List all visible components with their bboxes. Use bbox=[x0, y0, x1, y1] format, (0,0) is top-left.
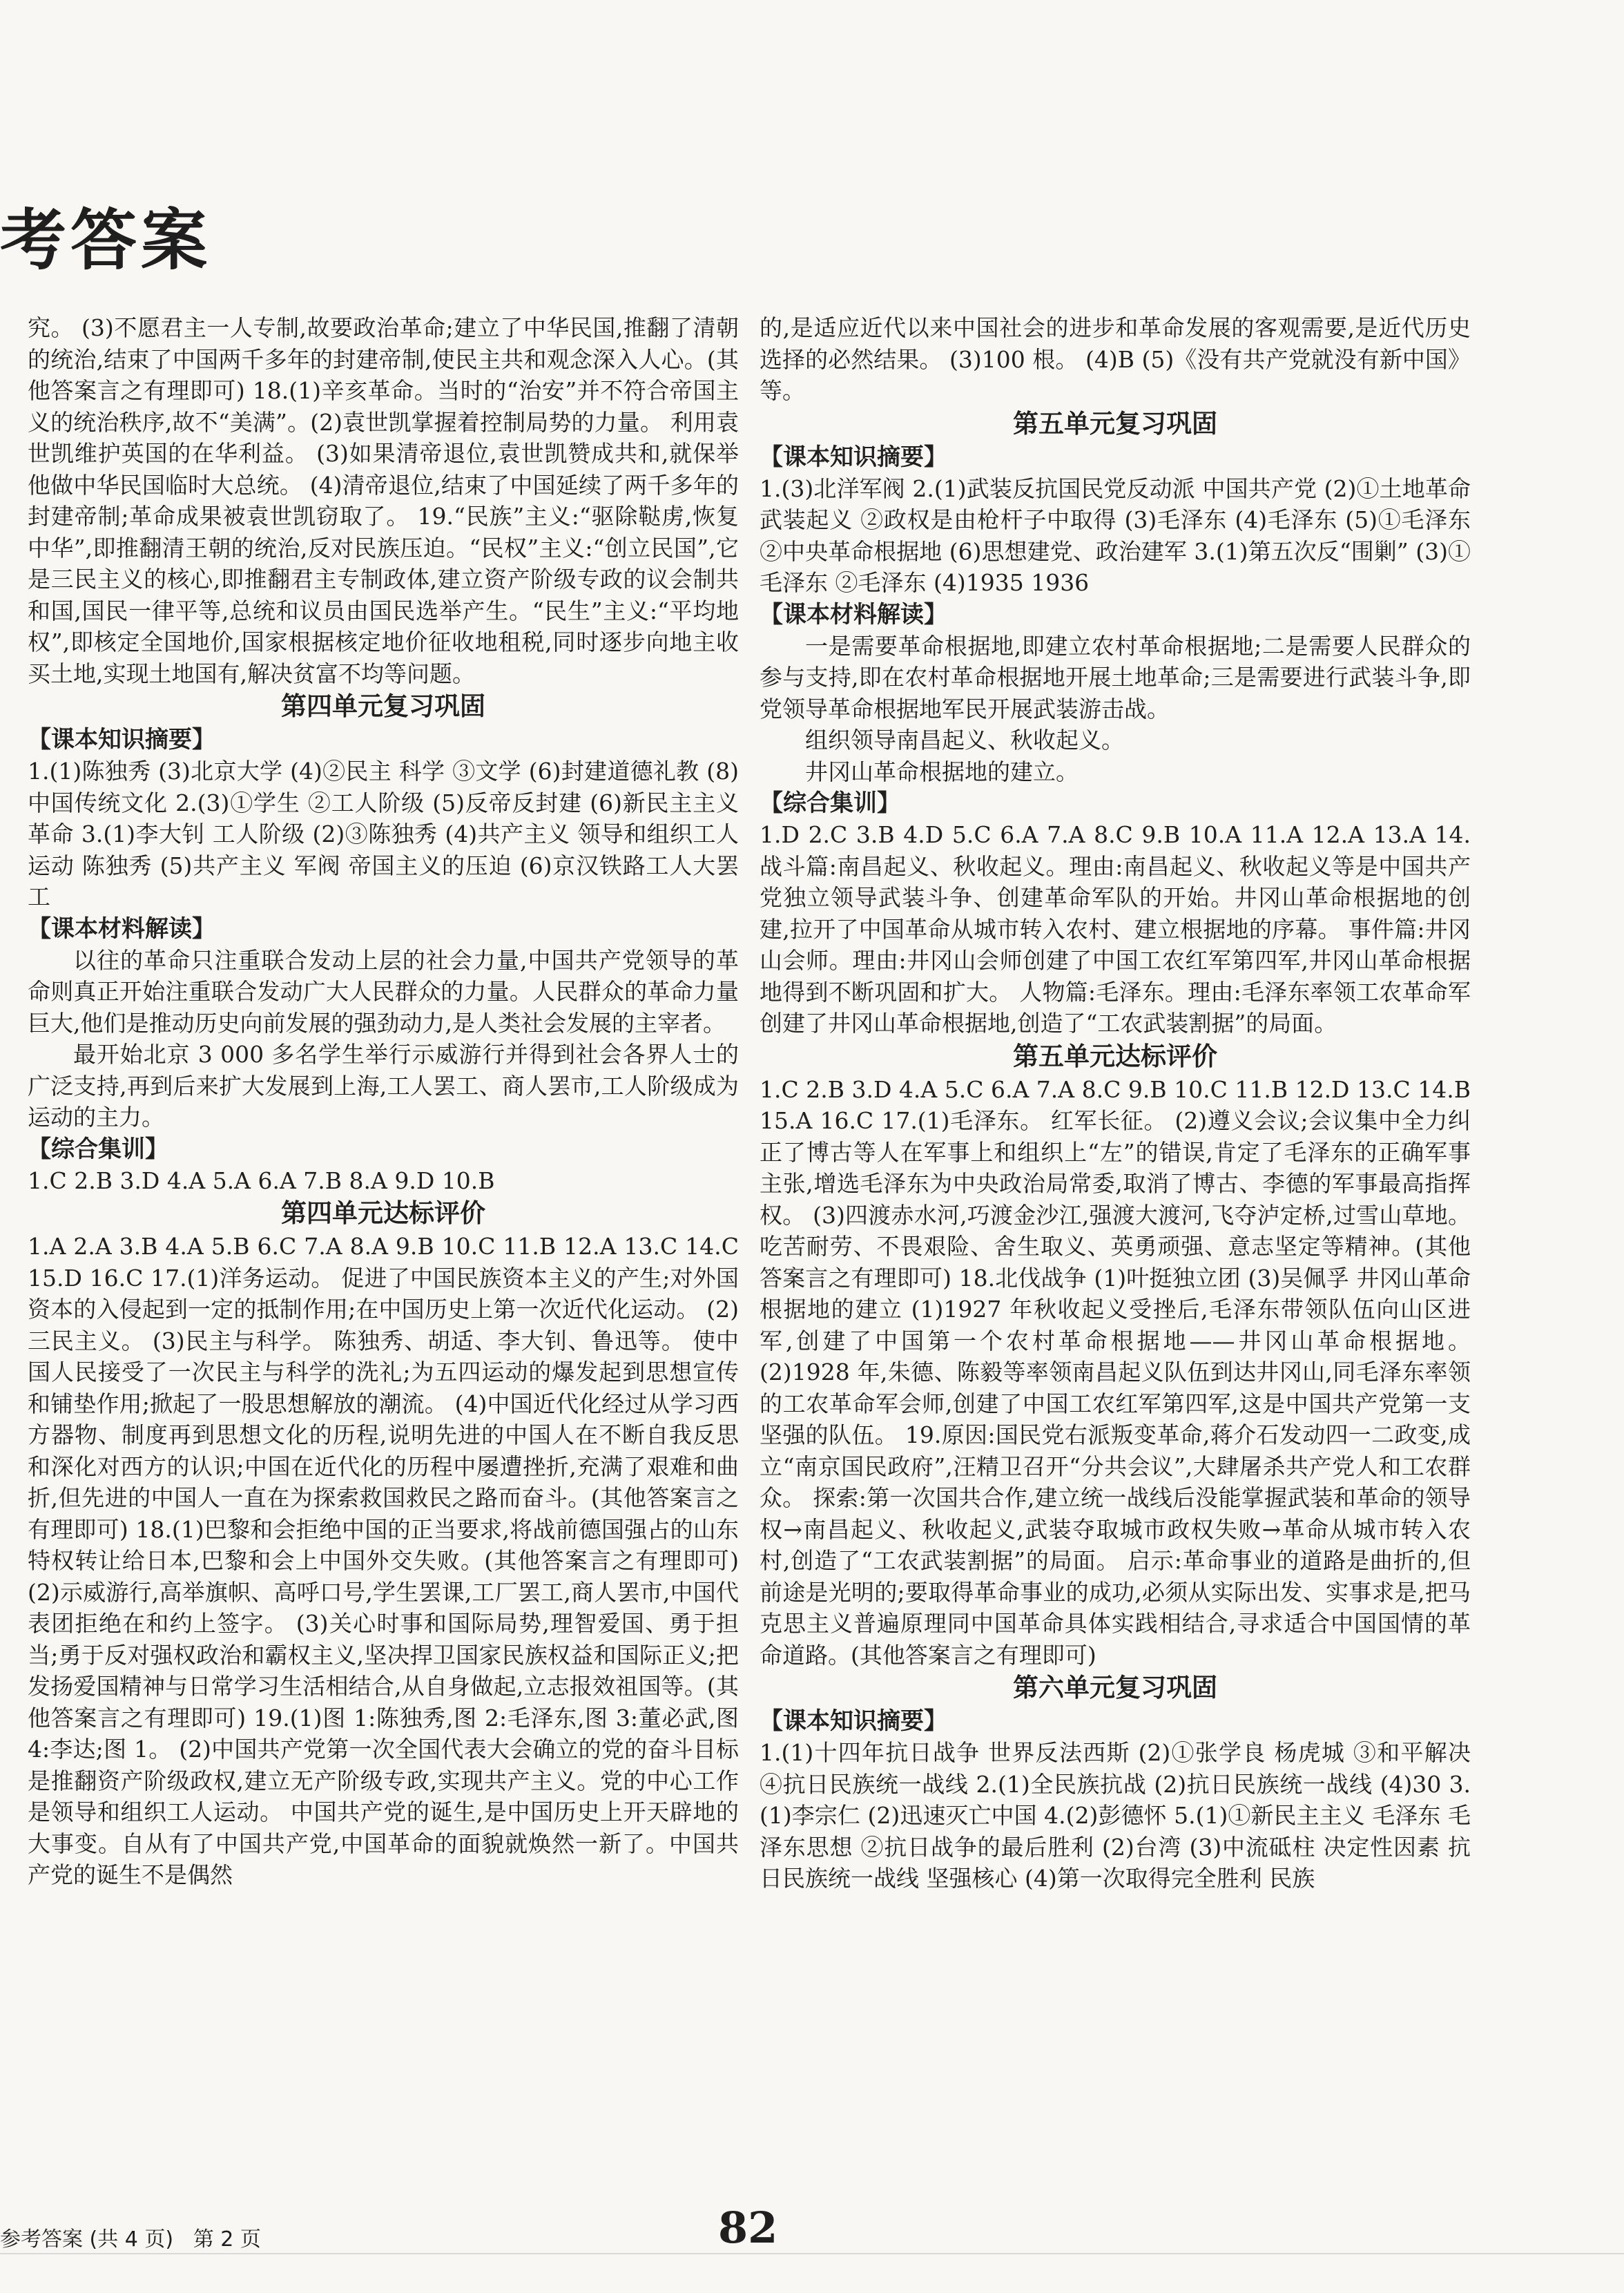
subsection-title: 【课本知识摘要】 bbox=[760, 1707, 947, 1735]
section-title: 第四单元达标评价 bbox=[281, 1198, 485, 1228]
subsection-title: 【综合集训】 bbox=[28, 1135, 168, 1163]
answer-paragraph: 1.C 2.B 3.D 4.A 5.A 6.A 7.B 8.A 9.D 10.B bbox=[28, 1167, 495, 1194]
footer-divider bbox=[0, 2253, 1624, 2254]
section-title: 第四单元复习巩固 bbox=[281, 691, 485, 721]
answer-paragraph: 井冈山革命根据地的建立。 bbox=[805, 758, 1079, 785]
answer-paragraph: 1.D 2.C 3.B 4.D 5.C 6.A 7.A 8.C 9.B 10.A 11.A 12.A 13.A 14.战斗篇:南昌起义、秋收起义。理由:南昌起义、秋收起义等是中国共产党独立领导武装斗争、创建革命军队的开始。井冈山革命根据地的创建,拉开了中国革命从城市转入农村、建立根据地的序幕。 事件篇:井冈山会师。理由:井冈山会师创建了中国工农红军第四军,井冈山革命根据地得到不断巩固和扩大。 人物篇:毛泽东。理由:毛泽东率领工农革命军创建了井冈山革命根据地,创造了“工农武装割据”的局面。 bbox=[760, 821, 1471, 1037]
answer-paragraph: 1.A 2.A 3.B 4.A 5.B 6.C 7.A 8.A 9.B 10.C 11.B 12.A 13.C 14.C 15.D 16.C 17.(1)洋务运动。 促进了中国民族资本主义的产生;对外国资本的入侵起到一定的抵制作用;在中国历史上第一次近代化运动。 (2)三民主义。 (3)民主与科学。 陈独秀、胡适、李大钊、鲁迅等。 使中国人民接受了一次民主与科学的洗礼;为五四运动的爆发起到思想宣传和铺垫作用;掀起了一股思想解放的潮流。 (4)中国近代化经过从学习西方器物、制度再到思想文化的历程,说明先进的中国人在不断自我反思和深化对西方的认识;中国在近代化的历程中屡遭挫折,充满了艰难和曲折,但先进的中国人一直在为探索救国救民之路而奋斗。(其他答案言之有理即可) 18.(1)巴黎和会拒绝中国的正当要求,将战前德国强占的山东特权转让给日本,巴黎和会上中国外交失败。(其他答案言之有理即可) (2)示威游行,高举旗帜、高呼口号,学生罢课,工厂罢工,商人罢市,中国代表团拒绝在和约上签字。 (3)关心时事和国际局势,理智爱国、勇于担当;勇于反对强权政治和霸权主义,坚决捍卫国家民族权益和国际正义;把发扬爱国精神与日常学习生活相结合,从自身做起,立志报效祖国等。(其他答案言之有理即可) 19.(1)图 1:陈独秀,图 2:毛泽东,图 3:董必武,图 4:李达;图 1。 (2)中国共产党第一次全国代表大会确立的党的奋斗目标是推翻资产阶级政权,建立无产阶级专政,实现共产主义。党的中心工作是领导和组织工人运动。 中国共产党的诞生,是中国历史上开天辟地的大事变。自从有了中国共产党,中国革命的面貌就焕然一新了。中国共产党的诞生不是偶然 bbox=[28, 1233, 739, 1888]
answer-paragraph: 1.(1)陈独秀 (3)北京大学 (4)②民主 科学 ③文学 (6)封建道德礼教 (8)中国传统文化 2.(3)①学生 ②工人阶级 (5)反帝反封建 (6)新民主主义革命 3.(1)李大钊 工人阶级 (2)③陈独秀 (4)共产主义 领导和组织工人运动 陈独秀 (5)共产主义 军阀 帝国主义的压迫 (6)京汉铁路工人大罢工 bbox=[28, 758, 739, 910]
section-title: 第五单元达标评价 bbox=[1013, 1041, 1217, 1071]
subsection-title: 【综合集训】 bbox=[760, 789, 900, 817]
left-column bbox=[28, 312, 739, 1891]
section-title: 第五单元复习巩固 bbox=[1013, 408, 1217, 439]
answer-paragraph: 1.(3)北洋军阀 2.(1)武装反抗国民党反动派 中国共产党 (2)①土地革命 武装起义 ②政权是由枪杆子中取得 (3)毛泽东 (4)毛泽东 (5)①毛泽东 ②中央革命根据地 (6)思想建党、政治建军 3.(1)第五次反“围剿” (3)①毛泽东 ②毛泽东 (4)1935 1936 bbox=[760, 474, 1471, 596]
answer-paragraph: 组织领导南昌起义、秋收起义。 bbox=[805, 727, 1124, 754]
subsection-title: 【课本材料解读】 bbox=[28, 914, 215, 943]
page-title: 考答案 bbox=[0, 202, 211, 279]
answer-paragraph: 一是需要革命根据地,即建立农村革命根据地;二是需要人民群众的参与支持,即在农村革命根据地开展土地革命;三是需要进行武装斗争,即党领导革命根据地军民开展武装游击战。 bbox=[760, 632, 1471, 722]
subsection-title: 【课本知识摘要】 bbox=[28, 726, 215, 754]
answer-paragraph: 1.C 2.B 3.D 4.A 5.C 6.A 7.A 8.C 9.B 10.C 11.B 12.D 13.C 14.B 15.A 16.C 17.(1)毛泽东。 红军长征。 (2)遵义会议;会议集中全力纠正了博古等人在军事上和组织上“左”的错误,肯定了毛泽东的正确军事主张,增选毛泽东为中央政治局常委,取消了博古、李德的军事最高指挥权。 (3)四渡赤水河,巧渡金沙江,强渡大渡河,飞夺泸定桥,过雪山草地。 吃苦耐劳、不畏艰险、舍生取义、英勇顽强、意志坚定等精神。(其他答案言之有理即可) 18.北伐战争 (1)叶挺独立团 (3)吴佩孚 井冈山革命根据地的建立 (1)1927 年秋收起义受挫后,毛泽东带领队伍向山区进军,创建了中国第一个农村革命根据地——井冈山革命根据地。 (2)1928 年,朱德、陈毅等率领南昌起义队伍到达井冈山,同毛泽东率领的工农革命军会师,创建了中国工农红军第四军,这是中国共产党第一支坚强的队伍。 19.原因:国民党右派叛变革命,蒋介石发动四一二政变,成立“南京国民政府”,汪精卫召开“分共会议”,大肆屠杀共产党人和工农群众。 探索:第一次国共合作,建立统一战线后没能掌握武装和革命的领导权→南昌起义、秋收起义,武装夺取城市政权失败→革命从城市转入农村,创造了“工农武装割据”的局面。 启示:革命事业的道路是曲折的,但前途是光明的;要取得革命事业的成功,必须从实际出发、实事求是,把马克思主义普遍原理同中国革命具体实践相结合,寻求适合中国国情的革命道路。(其他答案言之有理即可) bbox=[760, 1075, 1471, 1669]
answer-paragraph: 最开始北京 3 000 多名学生举行示威游行并得到社会各界人士的广泛支持,再到后来扩大发展到上海,工人罢工、商人罢市,工人阶级成为运动的主力。 bbox=[28, 1041, 739, 1131]
subsection-title: 【课本材料解读】 bbox=[760, 600, 947, 629]
answer-paragraph: 1.(1)十四年抗日战争 世界反法西斯 (2)①张学良 杨虎城 ③和平解决 ④抗日民族统一战线 2.(1)全民族抗战 (2)抗日民族统一战线 (4)30 3.(1)李宗仁 (2)迅速灭亡中国 4.(2)彭德怀 5.(1)①新民主主义 毛泽东 毛泽东思想 ②抗日战争的最后胜利 (2)台湾 (3)中流砥柱 决定性因素 抗日民族统一战线 坚强核心 (4)第一次取得完全胜利 民族 bbox=[760, 1739, 1471, 1892]
right-column bbox=[760, 312, 1471, 1894]
subsection-title: 【课本知识摘要】 bbox=[760, 443, 947, 471]
answer-paragraph: 以往的革命只注重联合发动上层的社会力量,中国共产党领导的革命则真正开始注重联合发动广大人民群众的力量。人民群众的革命力量巨大,他们是推动历史向前发展的强劲动力,是人类社会发展的主宰者。 bbox=[28, 946, 739, 1037]
footer-page-info: 参考答案 (共 4 页) 第 2 页 bbox=[0, 2227, 261, 2252]
section-title: 第六单元复习巩固 bbox=[1013, 1673, 1217, 1702]
answer-paragraph: 的,是适应近代以来中国社会的进步和革命发展的客观需要,是近代历史选择的必然结果。 (3)100 根。 (4)B (5)《没有共产党就没有新中国》等。 bbox=[760, 314, 1471, 404]
page-number: 82 bbox=[718, 2203, 778, 2253]
answer-paragraph: 究。 (3)不愿君主一人专制,故要政治革命;建立了中华民国,推翻了清朝的统治,结束了中国两千多年的封建帝制,使民主共和观念深入人心。(其他答案言之有理即可) 18.(1)辛亥革命。当时的“治安”并不符合帝国主义的统治秩序,故不“美满”。(2)袁世凯掌握着控制局势的力量。 利用袁世凯维护英国的在华利益。 (3)如果清帝退位,袁世凯赞成共和,就保举他做中华民国临时大总统。 (4)清帝退位,结束了中国延续了两千多年的封建帝制;革命成果被袁世凯窃取了。 19.“民族”主义:“驱除鞑虏,恢复中华”,即推翻清王朝的统治,反对民族压迫。“民权”主义:“创立民国”,它是三民主义的核心,即推翻君主专制政体,建立资产阶级专政的议会制共和国,国民一律平等,总统和议员由国民选举产生。“民生”主义:“平均地权”,即核定全国地价,国家根据核定地价征收地租税,同时逐步向地主收买土地,实现土地国有,解决贫富不均等问题。 bbox=[28, 314, 739, 687]
